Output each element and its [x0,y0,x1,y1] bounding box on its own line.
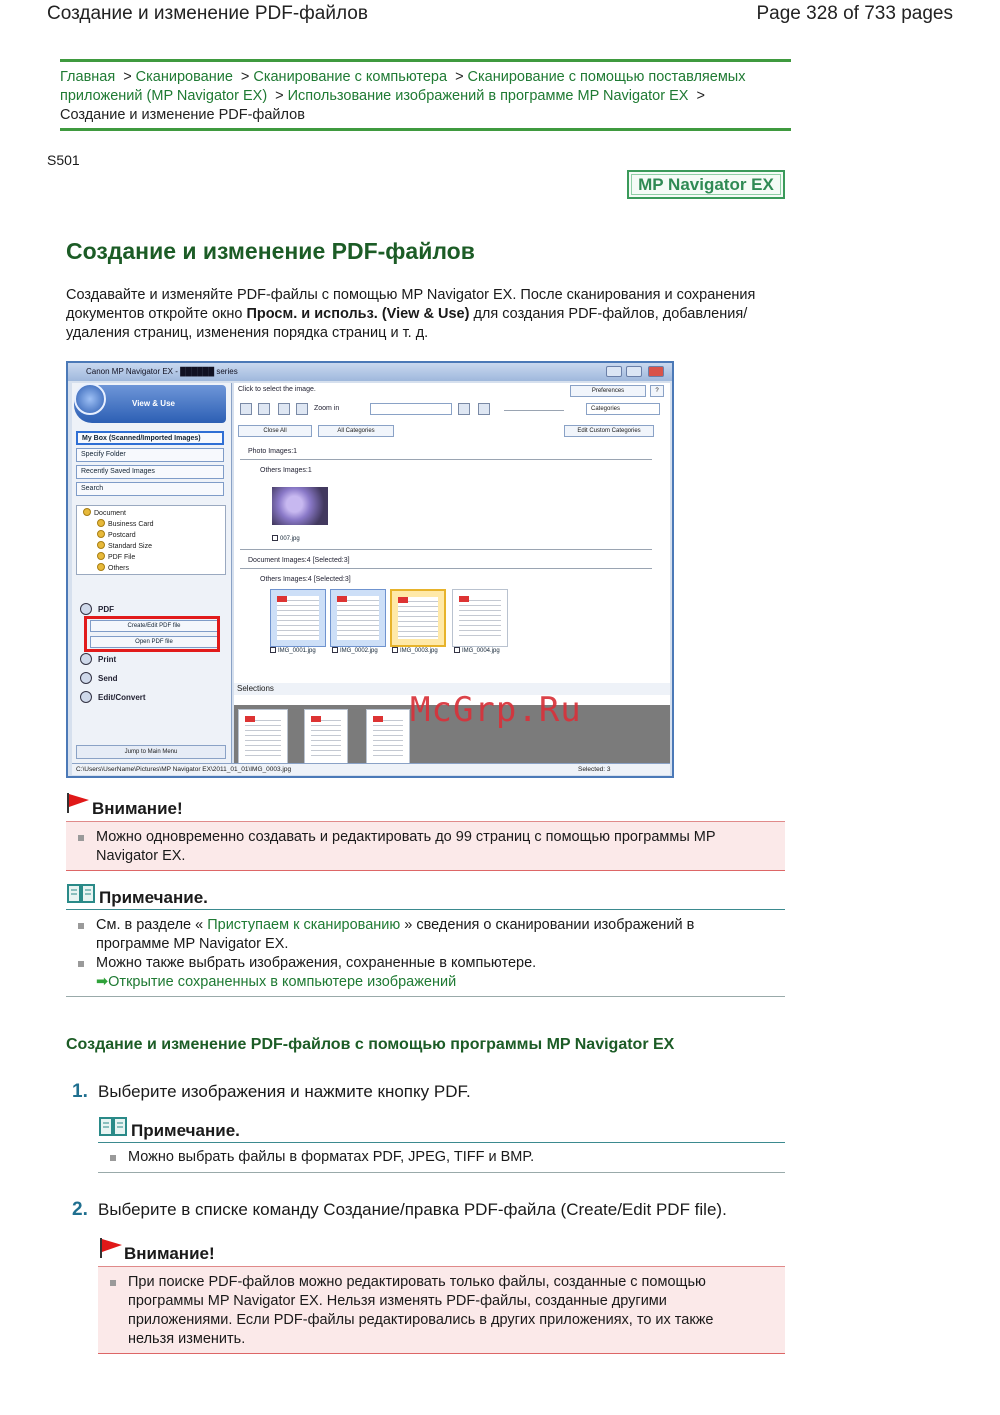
status-bar [72,763,670,775]
zoom-icon [296,403,308,415]
mode-my-box: My Box (Scanned/Imported Images) [76,431,224,445]
arrow-right-icon: ➡ [96,974,109,990]
maximize-icon [626,366,642,377]
selected-thumbnail [238,709,288,767]
tool-icon [278,403,290,415]
group-document-others: Others Images:4 [Selected:3] [260,576,351,583]
tree-item: Document [83,508,225,519]
create-edit-pdf-button: Create/Edit PDF file [90,620,218,632]
doc-thumbnail [270,589,326,647]
note-bottom-rule [98,1172,785,1173]
step-text: Выберите в списке команду Создание/правка PDF-файла (Create/Edit PDF file). [98,1200,727,1219]
tree-item: PDF File [83,552,225,563]
highlight-box [84,616,220,652]
fn-print: Print [80,653,116,665]
close-all-button: Close All [238,425,312,437]
step-number: 1. [72,1081,88,1102]
photo-caption: 007.jpg [272,535,300,542]
folder-icon [97,541,105,549]
divider [240,459,652,460]
doc-caption: IMG_0001.jpg [270,647,316,654]
selected-thumbnail [366,709,410,767]
note-book-icon [99,1117,127,1137]
pdf-icon [80,603,92,615]
app-screenshot [66,361,674,778]
note-item: См. в разделе « Приступаем к сканированию » сведения о сканировании изображений в программе MP Navigator EX. [96,916,756,954]
grid-icon [258,403,270,415]
step-note-text: Можно выбрать файлы в форматах PDF, JPEG, TIFF и BMP. [128,1148,768,1167]
view-use-header: View & Use [74,385,226,423]
printer-icon [80,653,92,665]
note-item: Можно также выбрать изображения, сохраненные в компьютере. [96,954,756,973]
breadcrumb-current: Создание и изменение PDF-файлов [60,107,305,123]
breadcrumb-link-using-images[interactable]: Использование изображений в программе MP Navigator EX [287,88,689,104]
step-note-heading: Примечание. [131,1121,240,1140]
tree-item: Standard Size [83,541,225,552]
note-bottom-rule [66,996,785,997]
top-divider [60,59,791,62]
screenshot-titlebar: Canon MP Navigator EX - ██████ series [68,363,672,381]
select-hint: Click to select the image. [238,386,316,393]
page-code: S501 [47,152,80,168]
warning-flag-icon [99,1237,123,1259]
size-slider [504,410,564,411]
group-document: Document Images:4 [Selected:3] [248,557,350,564]
intro-view-use: Просм. и использ. (View & Use) [246,306,470,322]
breadcrumb-link-scan-apps[interactable]: Сканирование с помощью поставляемых приложений (MP Navigator EX) [60,69,746,104]
warning-heading: Внимание! [124,1244,215,1263]
warning-text: Можно одновременно создавать и редактировать до 99 страниц с помощью программы MP Navigator EX. [96,828,766,866]
breadcrumb-divider [60,128,791,131]
breadcrumb-link-home[interactable]: Главная [60,69,116,85]
send-icon [80,672,92,684]
warning-heading: Внимание! [92,799,183,818]
page-indicator: Page 328 of 733 pages [756,3,953,24]
doc-caption: IMG_0003.jpg [392,647,438,654]
warning-flag-icon [66,792,90,814]
mode-recent: Recently Saved Images [76,465,224,479]
mode-search: Search [76,482,224,496]
breadcrumb-link-scan-from-computer[interactable]: Сканирование с компьютера [253,69,448,85]
intro-text-2: для создания PDF-файлов, добавления/удаления страниц, изменения порядка страниц и т. д. [66,306,748,341]
selections-bar: Selections [234,683,670,695]
categories-select: Categories [586,403,660,415]
breadcrumb-separator: > [123,69,132,85]
folder-icon [97,563,105,571]
fn-pdf: PDF [80,603,114,615]
help-button: ? [650,385,664,397]
note-top-rule [98,1142,785,1143]
zoom-label: Zoom in [314,405,340,412]
intro-text-1: Создавайте и изменяйте PDF-файлы с помощью MP Navigator EX. После сканирования и сохранения документов откройте окно [66,287,756,322]
fn-send: Send [80,672,118,684]
link-open-saved-images[interactable]: Открытие сохраненных в компьютере изображений [108,974,457,990]
search-box [370,403,452,415]
refresh-icon [478,403,490,415]
group-photo: Photo Images:1 [248,448,298,455]
minimize-icon [606,366,622,377]
breadcrumb [60,68,790,125]
folder-icon [97,552,105,560]
tree-item: Business Card [83,519,225,530]
warning-box [66,821,785,871]
doc-thumbnail [330,589,386,647]
doc-caption: IMG_0002.jpg [332,647,378,654]
breadcrumb-link-scanning[interactable]: Сканирование [135,69,233,85]
note-heading: Примечание. [99,888,208,907]
warning-text: При поиске PDF-файлов можно редактировать только файлы, созданные с помощью программы MP Navigator EX. Нельзя изменять PDF-файлы, созданные другими приложениями. Если PDF-файлы редактировались в других приложениях, то их также нельзя изменить. [128,1273,748,1349]
group-photo-others: Others Images:1 [260,467,312,474]
page-title: Создание и изменение PDF-файлов [66,238,475,264]
step-text: Выберите изображения и нажмите кнопку PDF. [98,1082,471,1101]
edit-icon [80,691,92,703]
search-icon [458,403,470,415]
intro-paragraph [66,286,786,343]
breadcrumb-separator: > [240,69,250,85]
product-badge: MP Navigator EX [627,170,785,199]
note-book-icon [67,884,95,904]
folder-icon [97,530,105,538]
screenshot-left-panel [72,383,232,763]
link-getting-started-scanning[interactable]: Приступаем к сканированию [207,917,401,933]
navigator-logo-icon [74,383,106,415]
step-number: 2. [72,1199,88,1220]
status-path: C:\Users\UserName\Pictures\MP Navigator EX\2011_01_01\IMG_0003.jpg [76,766,292,773]
doc-caption: IMG_0004.jpg [454,647,500,654]
note-top-rule [66,909,785,910]
watermark: McGrp.Ru [410,690,582,730]
status-selected: Selected: 3 [578,766,611,773]
category-tree [76,505,226,575]
doc-thumbnail [452,589,508,647]
all-categories-button: All Categories [318,425,394,437]
jump-main-menu-button: Jump to Main Menu [76,745,226,759]
tree-item: Postcard [83,530,225,541]
divider [240,568,652,569]
fn-edit-convert: Edit/Convert [80,691,146,703]
mode-specify-folder: Specify Folder [76,448,224,462]
folder-icon [83,508,91,516]
breadcrumb-separator: > [275,88,284,104]
open-pdf-button: Open PDF file [90,636,218,648]
tree-item: Others [83,563,225,574]
folder-icon [97,519,105,527]
view-icon [240,403,252,415]
close-icon [648,366,664,377]
warning-box [98,1266,785,1354]
section-subheading: Создание и изменение PDF-файлов с помощью программы MP Navigator EX [66,1036,675,1053]
breadcrumb-separator: > [696,88,705,104]
breadcrumb-separator: > [455,69,464,85]
selected-thumbnail [304,709,348,767]
preferences-button: Preferences [570,385,646,397]
photo-thumbnail [272,487,328,525]
document-title: Создание и изменение PDF-файлов [47,3,368,24]
doc-thumbnail [390,589,446,647]
edit-custom-categories-button: Edit Custom Categories [564,425,654,437]
note-arrow-link [96,973,456,992]
divider [240,549,652,550]
